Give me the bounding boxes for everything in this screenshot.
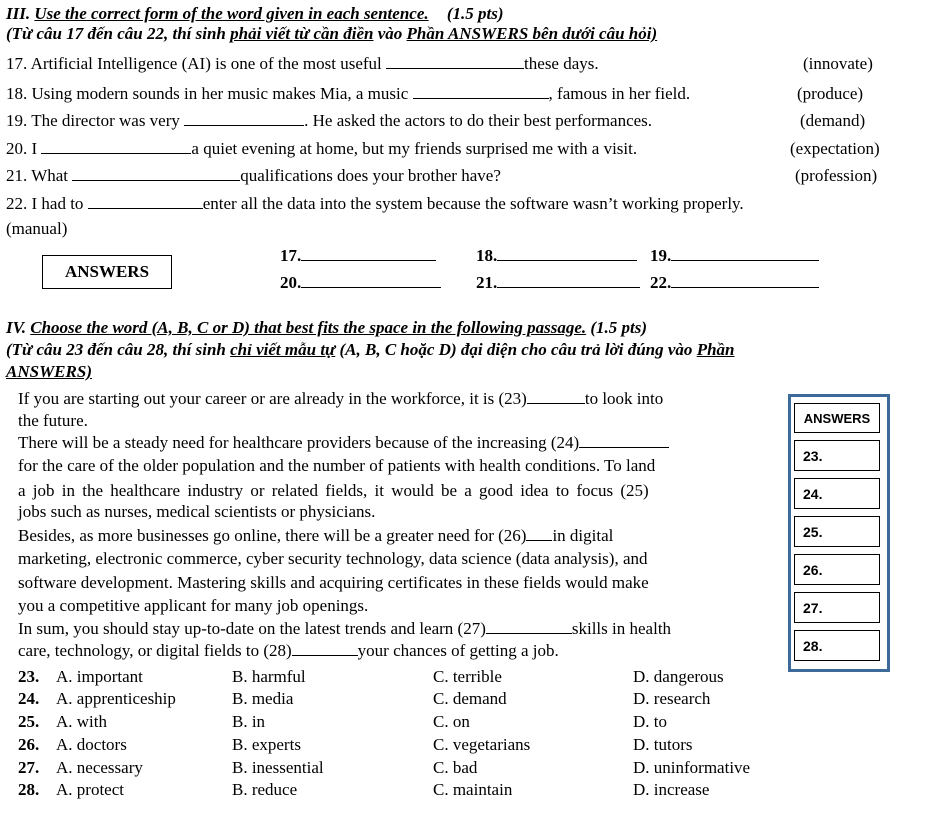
slot-number: 18.	[476, 246, 498, 265]
question-text: , famous in her field.	[548, 84, 691, 103]
option-number: 25.	[18, 712, 40, 731]
question-21	[6, 166, 501, 186]
question-text: a quiet evening at home, but my friends surprised me with a visit.	[191, 139, 638, 158]
option-b[interactable]: B. experts	[232, 735, 301, 754]
answer-blank[interactable]	[413, 85, 549, 99]
option-a[interactable]: A. protect	[56, 780, 124, 799]
question-text: What	[31, 166, 73, 185]
answer-line[interactable]	[671, 274, 819, 288]
option-b[interactable]: B. in	[232, 712, 266, 731]
option-number: 28.	[18, 780, 40, 799]
section-3-header	[6, 4, 504, 24]
passage-line	[18, 389, 663, 409]
option-d[interactable]: D. dangerous	[633, 667, 724, 686]
slot-number: 19.	[650, 246, 672, 265]
question-text: I had to	[31, 194, 88, 213]
hint-21: (profession)	[795, 166, 878, 185]
answer-line[interactable]	[497, 247, 637, 261]
instruction-text: vào	[373, 24, 407, 43]
question-text: The director was very	[31, 111, 185, 130]
answer-box-27[interactable]: 27.	[794, 592, 880, 623]
question-text: . He asked the actors to do their best performances.	[304, 111, 653, 130]
option-c[interactable]: C. vegetarians	[433, 735, 531, 754]
answer-line[interactable]	[671, 247, 819, 261]
section-4-points: (1.5 pts)	[590, 318, 648, 337]
answer-blank[interactable]	[579, 434, 669, 448]
question-19	[6, 111, 652, 131]
option-b[interactable]: B. reduce	[232, 780, 298, 799]
passage-text: to look into	[584, 389, 664, 408]
hint-18: (produce)	[797, 84, 864, 103]
answer-blank[interactable]	[88, 195, 203, 209]
answer-box-25[interactable]: 25.	[794, 516, 880, 547]
answers-panel	[788, 394, 890, 672]
option-number: 24.	[18, 689, 40, 708]
slot-number: 21.	[476, 273, 498, 292]
option-d[interactable]: D. uninformative	[633, 758, 751, 777]
option-d[interactable]: D. research	[633, 689, 711, 708]
question-number: 17.	[6, 54, 28, 73]
section-3-number: III.	[6, 4, 31, 23]
answer-blank[interactable]	[486, 620, 572, 634]
answer-slot-18[interactable]	[476, 246, 637, 266]
option-a[interactable]: A. doctors	[56, 735, 127, 754]
answer-slot-22[interactable]	[650, 273, 819, 293]
passage-line	[18, 433, 669, 453]
answer-slot-21[interactable]	[476, 273, 640, 293]
instruction-text: (Từ câu 17 đến câu 22, thí sinh	[6, 24, 231, 43]
answer-slot-19[interactable]	[650, 246, 819, 266]
slot-number: 20.	[280, 273, 302, 292]
option-d[interactable]: D. to	[633, 712, 667, 731]
option-b[interactable]: B. harmful	[232, 667, 306, 686]
slot-number: 17.	[280, 246, 302, 265]
question-18	[6, 84, 690, 104]
passage-text: in digital	[552, 526, 614, 545]
answers-panel-title: ANSWERS	[794, 403, 880, 433]
option-c[interactable]: C. maintain	[433, 780, 513, 799]
section-4-instruction	[6, 340, 734, 360]
passage-line: you a competitive applicant for many job openings.	[18, 596, 369, 615]
option-number: 27.	[18, 758, 40, 777]
section-4-number: IV.	[6, 318, 27, 337]
option-d[interactable]: D. tutors	[633, 735, 693, 754]
hint-22: (manual)	[6, 219, 68, 238]
question-text: qualifications does your brother have?	[240, 166, 501, 185]
passage-line: software development. Mastering skills and acquiring certificates in these fields would make	[18, 573, 649, 592]
answer-blank[interactable]	[386, 55, 524, 69]
option-b[interactable]: B. inessential	[232, 758, 324, 777]
question-text: I	[31, 139, 42, 158]
passage-text: If you are starting out your career or are already in the workforce, it is (23)	[18, 389, 527, 408]
option-number: 23.	[18, 667, 40, 686]
section-4-instruction-cont: ANSWERS)	[6, 362, 92, 381]
hint-20: (expectation)	[790, 139, 880, 158]
answer-box-26[interactable]: 26.	[794, 554, 880, 585]
passage-text: care, technology, or digital fields to (28)	[18, 641, 292, 660]
section-4-header	[6, 318, 647, 338]
option-a[interactable]: A. apprenticeship	[56, 689, 176, 708]
passage-text: skills in health	[571, 619, 672, 638]
option-c[interactable]: C. bad	[433, 758, 478, 777]
section-3-title: Use the correct form of the word given in each sentence.	[34, 4, 429, 23]
question-text: Artificial Intelligence (AI) is one of the most useful	[30, 54, 387, 73]
passage-line	[18, 526, 613, 546]
answer-slot-17[interactable]	[280, 246, 436, 266]
option-a[interactable]: A. with	[56, 712, 107, 731]
section-3-points: (1.5 pts)	[446, 4, 504, 23]
slot-number: 22.	[650, 273, 672, 292]
passage-line: the future.	[18, 411, 88, 430]
answer-blank[interactable]	[72, 167, 240, 181]
answer-box-23[interactable]: 23.	[794, 440, 880, 471]
answer-box-24[interactable]: 24.	[794, 478, 880, 509]
question-text: these days.	[524, 54, 599, 73]
answer-blank[interactable]	[526, 527, 552, 541]
instruction-emphasis: Phần	[696, 340, 735, 359]
question-17	[6, 54, 599, 74]
passage-line: jobs such as nurses, medical scientists or physicians.	[18, 502, 376, 521]
instruction-text: (Từ câu 23 đến câu 28, thí sinh	[6, 340, 231, 359]
option-a[interactable]: A. important	[56, 667, 143, 686]
passage-text: Besides, as more businesses go online, there will be a greater need for (26)	[18, 526, 527, 545]
instruction-emphasis: phải viết từ cần điền	[230, 24, 374, 43]
option-d[interactable]: D. increase	[633, 780, 710, 799]
question-text: Using modern sounds in her music makes Mia, a music	[31, 84, 413, 103]
instruction-emphasis: chỉ viết mẫu tự	[230, 340, 336, 359]
instruction-text: (A, B, C hoặc D) đại diện cho câu trả lời đúng vào	[335, 340, 697, 359]
passage-line: marketing, electronic commerce, cyber security technology, data science (data analysis), and	[18, 549, 648, 568]
question-22	[6, 194, 744, 214]
passage-text: In sum, you should stay up-to-date on the latest trends and learn (27)	[18, 619, 486, 638]
passage-text: There will be a steady need for healthcare providers because of the increasing (24)	[18, 433, 580, 452]
option-c[interactable]: C. on	[433, 712, 470, 731]
instruction-emphasis: Phần ANSWERS bên dưới câu hỏi)	[406, 24, 658, 43]
question-20	[6, 139, 637, 159]
hint-19: (demand)	[800, 111, 866, 130]
section-4-title: Choose the word (A, B, C or D) that best fits the space in the following passage.	[30, 318, 587, 337]
passage-line	[18, 641, 559, 661]
option-b[interactable]: B. media	[232, 689, 294, 708]
passage-text: your chances of getting a job.	[357, 641, 559, 660]
section-3-instruction	[6, 24, 657, 44]
answer-blank[interactable]	[292, 642, 358, 656]
answer-line[interactable]	[301, 274, 441, 288]
question-number: 18.	[6, 84, 28, 103]
answers-label-box: ANSWERS	[42, 255, 172, 289]
answer-blank[interactable]	[527, 390, 585, 404]
answer-box-28[interactable]: 28.	[794, 630, 880, 661]
passage-line: for the care of the older population and the number of patients with health conditions. To land	[18, 456, 656, 475]
answer-slot-20[interactable]	[280, 273, 441, 293]
passage-line	[18, 619, 671, 639]
option-c[interactable]: C. demand	[433, 689, 507, 708]
question-number: 20.	[6, 139, 28, 158]
passage-line: a job in the healthcare industry or related fields, it would be a good idea to focus (25)	[18, 481, 649, 500]
option-number: 26.	[18, 735, 40, 754]
question-text: enter all the data into the system because the software wasn’t working properly.	[202, 194, 744, 213]
option-a[interactable]: A. necessary	[56, 758, 143, 777]
hint-17: (innovate)	[803, 54, 873, 73]
question-number: 22.	[6, 194, 28, 213]
answer-line[interactable]	[497, 274, 640, 288]
question-number: 21.	[6, 166, 28, 185]
question-number: 19.	[6, 111, 28, 130]
answer-blank[interactable]	[41, 140, 191, 154]
answer-line[interactable]	[301, 247, 436, 261]
answer-blank[interactable]	[184, 112, 304, 126]
option-c[interactable]: C. terrible	[433, 667, 502, 686]
